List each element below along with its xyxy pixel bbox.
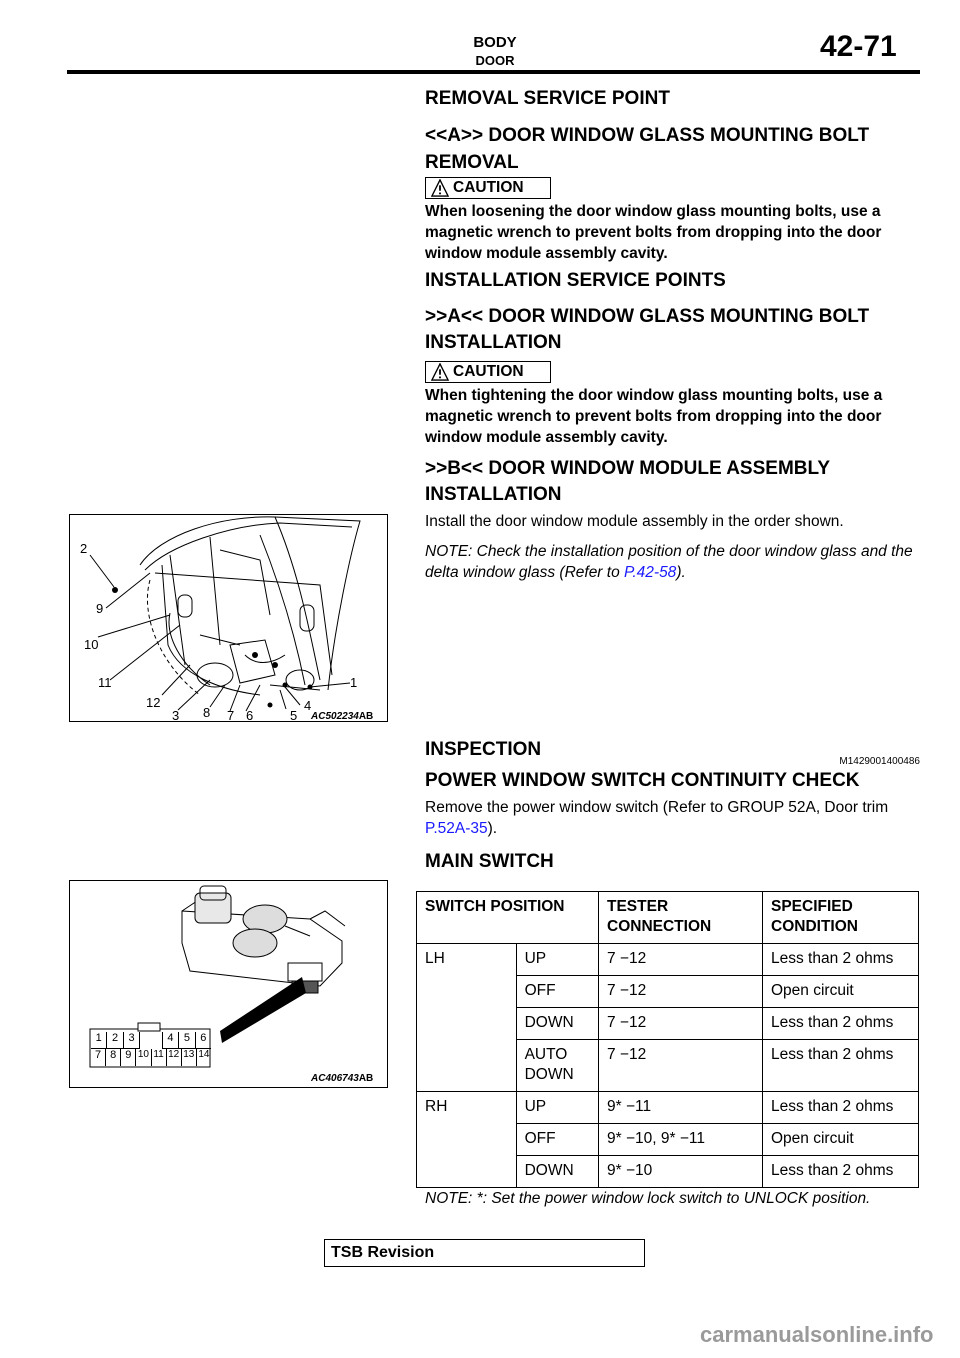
caution-label: CAUTION (453, 363, 524, 380)
table-header-cell: SWITCH POSITION (417, 892, 599, 944)
table-cell-condition: Less than 2 ohms (763, 944, 919, 976)
main-switch-title: MAIN SWITCH (425, 851, 554, 872)
table-cell-connection: 7 −12 (599, 944, 763, 976)
pin-label: 6 (196, 1032, 211, 1049)
table-row (417, 1092, 919, 1124)
pin-label: 13 (182, 1049, 197, 1066)
callout-11: 11 (98, 675, 112, 690)
connector-row-bottom (91, 1049, 211, 1066)
table-cell-connection: 7 −12 (599, 1008, 763, 1040)
warning-icon (431, 179, 449, 197)
pin-label: 8 (106, 1049, 121, 1066)
header-rule (67, 70, 920, 74)
inspection-code: M1429001400486 (839, 756, 920, 767)
table-cell-condition: Less than 2 ohms (763, 1092, 919, 1124)
installation-section (425, 268, 920, 356)
callout-1: 1 (350, 675, 358, 690)
table-cell-connection: 9* −10 (599, 1156, 763, 1188)
callout-8: 8 (203, 705, 211, 720)
pin-label: 7 (91, 1049, 106, 1066)
table-header-row (417, 892, 919, 944)
callout-7: 7 (227, 708, 235, 723)
pin-label: 4 (163, 1032, 179, 1049)
table-cell-condition: Open circuit (763, 1124, 919, 1156)
callout-6: 6 (246, 708, 254, 723)
figure-id (311, 1073, 373, 1084)
figure-id-code: AC502234 (311, 711, 359, 722)
table-header-cell: TESTER CONNECTION (599, 892, 763, 944)
caution-box (425, 361, 551, 383)
pin-label: 10 (136, 1049, 151, 1066)
pin-label: 14 (198, 1049, 210, 1060)
callout-3: 3 (172, 708, 180, 723)
table-cell-connection: 9* −11 (599, 1092, 763, 1124)
callout-4: 4 (304, 698, 312, 713)
door-module-illustration (70, 515, 387, 721)
step-b-note (425, 541, 920, 583)
header-subsection: DOOR (475, 53, 515, 68)
callout-10: 10 (84, 637, 99, 652)
installation-caution-text: When tightening the door window glass mounting bolts, use a magnetic wrench to prevent bolts from dropping into the door window module assembly cavity. (425, 387, 883, 446)
table-cell-condition: Open circuit (763, 976, 919, 1008)
table-cell-position: UP (516, 1092, 598, 1124)
table-cell-connection: 9* −10, 9* −11 (599, 1124, 763, 1156)
table-cell-condition: Less than 2 ohms (763, 1040, 919, 1092)
tsb-revision-box: TSB Revision (324, 1239, 645, 1267)
note-text-end: ). (676, 564, 686, 581)
table-footnote: NOTE: *: Set the power window lock switch to UNLOCK position. (425, 1190, 871, 1207)
page-number: 42-71 (820, 30, 897, 63)
caution-label: CAUTION (453, 179, 524, 196)
switch-figure (69, 880, 388, 1088)
note-text: NOTE: Check the installation position of the door window glass and the delta window glass (Refer to (425, 543, 913, 581)
table-cell-side: RH (417, 1092, 517, 1188)
figure-id-suffix: AB (358, 711, 374, 722)
table-cell-side: LH (417, 944, 517, 1092)
watermark: carmanualsonline.info (700, 1322, 934, 1347)
installation-step-a-2: INSTALLATION (425, 332, 562, 353)
removal-step-title-2: REMOVAL (425, 152, 519, 173)
inspection-text (425, 797, 920, 839)
pin-label: 1 (91, 1032, 107, 1049)
table-header-cell: SPECIFIED CONDITION (763, 892, 919, 944)
inspection-title: INSPECTION (425, 739, 542, 760)
figure-id-code: AC406743 (311, 1073, 359, 1084)
header-section: BODY (473, 34, 517, 51)
callout-12: 12 (146, 695, 161, 710)
table-cell-connection: 7 −12 (599, 976, 763, 1008)
table-cell-connection: 7 −12 (599, 1040, 763, 1092)
inspection-subtitle: POWER WINDOW SWITCH CONTINUITY CHECK (425, 770, 860, 791)
link-p42-58[interactable]: P.42-58 (624, 564, 677, 581)
pin-label: 9 (121, 1049, 136, 1066)
table-cell-position: DOWN (516, 1156, 598, 1188)
step-b-text: Install the door window module assembly in the order shown. (425, 513, 844, 530)
table-cell-condition: Less than 2 ohms (763, 1156, 919, 1188)
table-cell-position: OFF (516, 1124, 598, 1156)
removal-title: REMOVAL SERVICE POINT (425, 88, 670, 109)
removal-section (425, 86, 920, 176)
figure-id-suffix: AB (358, 1073, 374, 1084)
pin-label: 3 (124, 1032, 140, 1049)
table-row (417, 944, 919, 976)
callout-2: 2 (80, 541, 88, 556)
connector-row-top (91, 1032, 211, 1049)
table-cell-position: DOWN (516, 1008, 598, 1040)
pin-label: 2 (107, 1032, 123, 1049)
pin-label: 5 (179, 1032, 195, 1049)
table-cell-position: OFF (516, 976, 598, 1008)
inspection-text-main: Remove the power window switch (Refer to GROUP 52A, Door trim (425, 799, 889, 816)
installation-step-b-1: >>B<< DOOR WINDOW MODULE ASSEMBLY (425, 458, 831, 479)
removal-step-title-1: <<A>> DOOR WINDOW GLASS MOUNTING BOLT (425, 125, 870, 146)
step-b-section (425, 456, 920, 583)
callout-9: 9 (96, 601, 104, 616)
installation-step-b-2: INSTALLATION (425, 484, 562, 505)
pin-label: 11 (152, 1049, 167, 1066)
link-p52a-35[interactable]: P.52A-35 (425, 820, 488, 837)
switch-continuity-table (416, 891, 919, 1188)
connector-pinout (91, 1032, 211, 1066)
installation-step-a-1: >>A<< DOOR WINDOW GLASS MOUNTING BOLT (425, 306, 870, 327)
removal-caution-text: When loosening the door window glass mounting bolts, use a magnetic wrench to prevent bolts from dropping into the door window module assembly cavity. (425, 203, 882, 262)
table-cell-condition: Less than 2 ohms (763, 1008, 919, 1040)
pin-label: 12 (167, 1049, 182, 1066)
table-cell-position: AUTO DOWN (516, 1040, 598, 1092)
caution-box (425, 177, 551, 199)
warning-icon (431, 363, 449, 381)
table-cell-position: UP (516, 944, 598, 976)
figure-id (311, 711, 373, 722)
pin-key (140, 1032, 163, 1049)
inspection-text-end: ). (487, 820, 498, 837)
callout-5: 5 (290, 708, 298, 723)
door-module-figure (69, 514, 388, 722)
installation-title: INSTALLATION SERVICE POINTS (425, 270, 726, 291)
